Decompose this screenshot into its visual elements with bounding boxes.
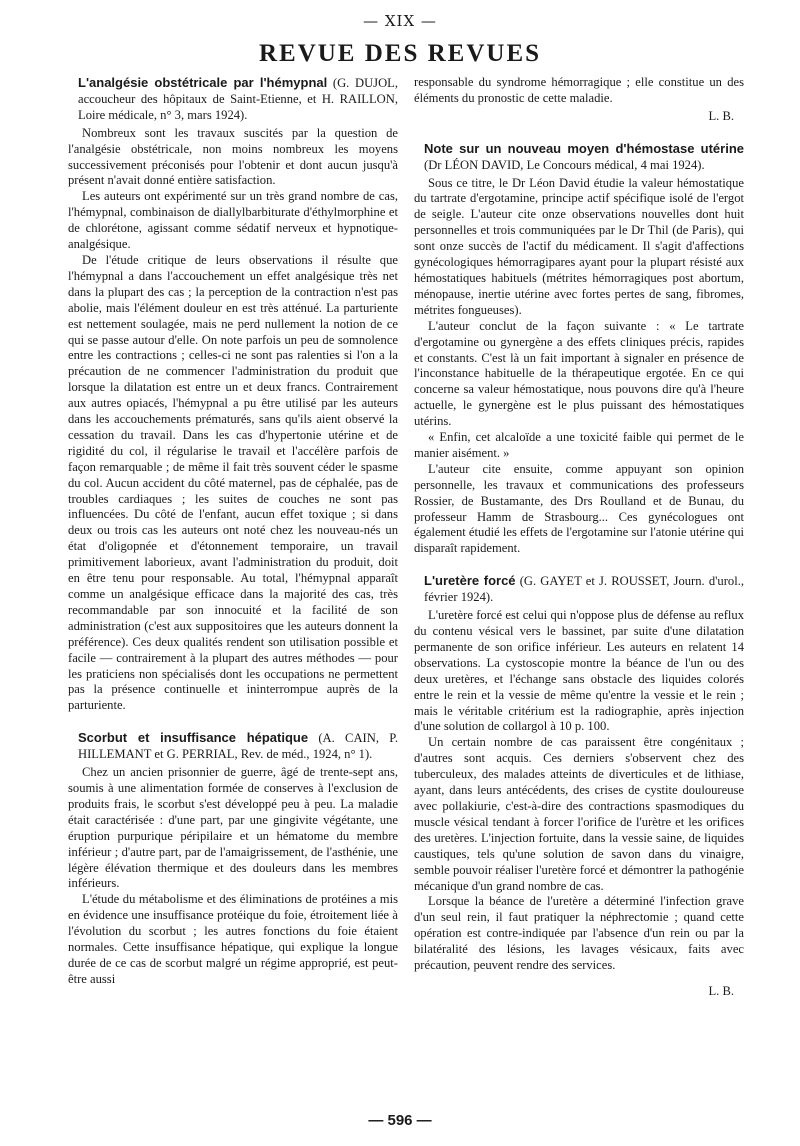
article-3-paragraph: « Enfin, cet alcaloïde a une toxicité faible qui permet de le manier aisément. » [414, 430, 744, 460]
article-3-paragraph: L'auteur cite ensuite, comme appuyant son opinion personnelle, les travaux et communications des professeurs Rossier, de Bustamante, des Drs Roulland et de Bunau, du professeur Hamm de Strasbourg... Ces gynécologues ont également étudié les effets de l'ergotamine sur l'atonie utérine qui disparaît rapidement. [414, 461, 744, 556]
article-4-signature: L. B. [708, 983, 734, 998]
article-1-heading [68, 75, 398, 124]
page-roman-numeral: — XIX — [363, 12, 437, 30]
article-2-heading [68, 730, 398, 763]
article-2-continuation: responsable du syndrome hémorragique ; elle constitue un des éléments du pronostic de cette maladie. [414, 75, 744, 105]
article-2-title: Scorbut et insuffisance hépatique [78, 730, 309, 746]
article-3-paragraph: Sous ce titre, le Dr Léon David étudie la valeur hémostatique du tartrate d'ergotamine, principe actif spécifique isolé de l'ergot de seigle. L'auteur cite onze observations nouvelles dont huit personnelles et trois communiquées par le Dr Thil (de Paris), qui sont onze succès de l'actif du médicament. Il s'agit d'affections gynécologiques hémorragipares ayant pour la plupart résisté aux hémostatiques habituels (métrites hémorragiques post abortum, ménopause, inertie utérine avec fortes pertes de sang, fibromes, métrites fongueuses). [414, 175, 744, 317]
article-3-paragraph: L'auteur conclut de la façon suivante : « Le tartrate d'ergotamine ou gynergène a des effets cliniques précis, rapides et constants. C'est là un fait important à signaler en présence de l'inconstance habituelle de la thérapeutique ergotée. En ce qui concerne sa valeur hémostatique, nous pouvons dire qu'à l'heure actuelle, le gynergène est le plus puissant des hémostatiques utérins. [414, 318, 744, 429]
right-column [414, 75, 744, 1000]
article-3-title: Note sur un nouveau moyen d'hémostase utérine [424, 140, 744, 156]
page-number: — 596 — [368, 1112, 432, 1129]
article-2-signature: L. B. [708, 108, 734, 123]
article-1-paragraph: Nombreux sont les travaux suscités par la question de l'analgésie obstétricale, non moins nombreux les moyens successivement préconisés pour l'obtenir et dont aucun jusqu'à présent n'avait donné entière satisfaction. [68, 125, 398, 188]
article-4-paragraph: Un certain nombre de cas paraissent être congénitaux ; d'autres sont acquis. Ces derniers s'observent chez des tuberculeux, des malades atteints de diverticules et de lithiase, ayant, dans leurs antécédents, des crises de cystite douloureuse avec pollakiurie, c'est-à-dire des contractions spasmodiques du muscle vésical tendant à forcer l'orifice de l'urètre et les orifices des uretères. L'injection fortuite, dans la vessie saine, de liquides caustiques, tels qu'une solution de savon dans du vinaigre, semble pouvoir réaliser l'uretère forcé et démontrer la pathogénie mécanique d'un grand nombre de cas. [414, 735, 744, 893]
article-2-source: (A. CAIN, P. HILLEMANT et G. PERRIAL, Rev. de méd., 1924, n° 1). [78, 731, 398, 762]
article-1-paragraph: De l'étude critique de leurs observations il résulte que l'hémypnal a dans l'accouchement un effet analgésique très net dans la plupart des cas ; la perception de la contraction n'est pas abolie, mais l'élément douleur en est très atténué. La parturiente est nettement soulagée, mais ne perd nullement la notion de ce qui se passe autour d'elle. On note parfois un peu de somnolence entre les contractions ; celles-ci ne sont pas ralenties si l'on a la précaution de ne commencer l'administration du produit que lorsque la dilatation est entre un et deux francs. Contrairement aux autres opiacés, l'hémypnal a pu être utilisé par les auteurs dans les accouchements prématurés, sans qu'ils aient observé la cessation du travail. Dans les cas d'hypertonie utérine et de rigidité du col, il régularise le travail et l'accélère parfois de façon remarquable ; de même il fait très souvent céder le spasme du col. Aucun accident du côté maternel, pas de céphalée, pas de troubles cardiaques ; les suites de couches ne sont pas influencées. Du côté de l'enfant, aucun effet toxique ; si dans deux ou trois cas les auteurs ont noté chez les nouveau-nés un état d'oligopnée et d'étonnement temporaire, un travail primitivement laborieux, avant l'administration du produit, doit en être tenu pour responsable. Au total, l'hémypnal apparaît comme un analgésique efficace dans la majorité des cas, très recommandable par son innocuité et la facilité de son administration (c'est aux suppositoires que les auteurs donnent la préférence). Ces deux qualités rendent son utilisation possible et facile — contrairement à la plupart des autres méthodes — pour les praticiens non spécialisés dont les occupations ne permettent pas la présence continuelle et ininterrompue auprès de la parturiente. [68, 252, 398, 713]
article-1-title: L'analgésie obstétricale par l'hémypnal [78, 75, 328, 90]
article-1-source: (G. DUJOL, accoucheur des hôpitaux de Saint-Etienne, et H. RAILLON, Loire médicale, n° 3, mars 1924). [78, 76, 399, 122]
article-4-title: L'uretère forcé [424, 573, 516, 589]
article-4-heading [414, 573, 744, 606]
left-column [68, 75, 398, 988]
article-4-paragraph: L'uretère forcé est celui qui n'oppose plus de défense au reflux du contenu vésical vers le bassinet, par suite d'une dilatation permanente de son orifice inférieur. Les auteurs en relatent 14 observations. La cystoscopie montre la béance de l'un ou des deux uretères, et l'échange sans obstacle des liquides colorés entre le rein et la vessie de même qu'entre la vessie et le rein ; mais le véritable critérium est la radiographie, après injection d'une solution de collargol à 10 p. 100. [414, 608, 744, 734]
article-2-paragraph: L'étude du métabolisme et des éliminations de protéines a mis en évidence une insuffisance protéique du foie, étroitement liée à l'évolution du scorbut ; les autres fonctions du foie étaient normales. Cette insuffisance hépatique, qui explique la longue durée de ce cas de scorbut malgré un régime approprié, est peut-être aussi [68, 892, 398, 986]
article-4-paragraph: Lorsque la béance de l'uretère a déterminé l'infection grave d'un seul rein, il faut pratiquer la néphrectomie ; quand cette opération est contre-indiquée par l'absence d'un rein ou par la bilatéralité des lésions, les lavages vésicaux, faits avec précaution, peuvent rendre des services. [414, 894, 744, 973]
article-4-source: (G. GAYET et J. ROUSSET, Journ. d'urol., février 1924). [424, 574, 744, 605]
article-3-source: (Dr LÉON DAVID, Le Concours médical, 4 mai 1924). [424, 157, 705, 172]
article-2-paragraph: Chez un ancien prisonnier de guerre, âgé de trente-sept ans, soumis à une alimentation formée de conserves à l'exclusion de produits frais, le scorbut s'est développé peu à peu. La maladie était caractérisée : d'une part, par une gingivite végétante, une éruption purpurique péripilaire et un hématome du membre inférieur ; d'autre part, par de l'amaigrissement, de l'asthénie, une légère élévation thermique et des douleurs dans les membres inférieurs. [68, 765, 398, 891]
article-1-paragraph: Les auteurs ont expérimenté sur un très grand nombre de cas, l'hémypnal, combinaison de diallylbarbiturate d'éthylmorphine et de chlorétone, agissant comme sédatif nerveux et hypnotique-analgésique. [68, 189, 398, 252]
article-3-heading [414, 141, 744, 174]
section-title: REVUE DES REVUES [258, 40, 542, 67]
